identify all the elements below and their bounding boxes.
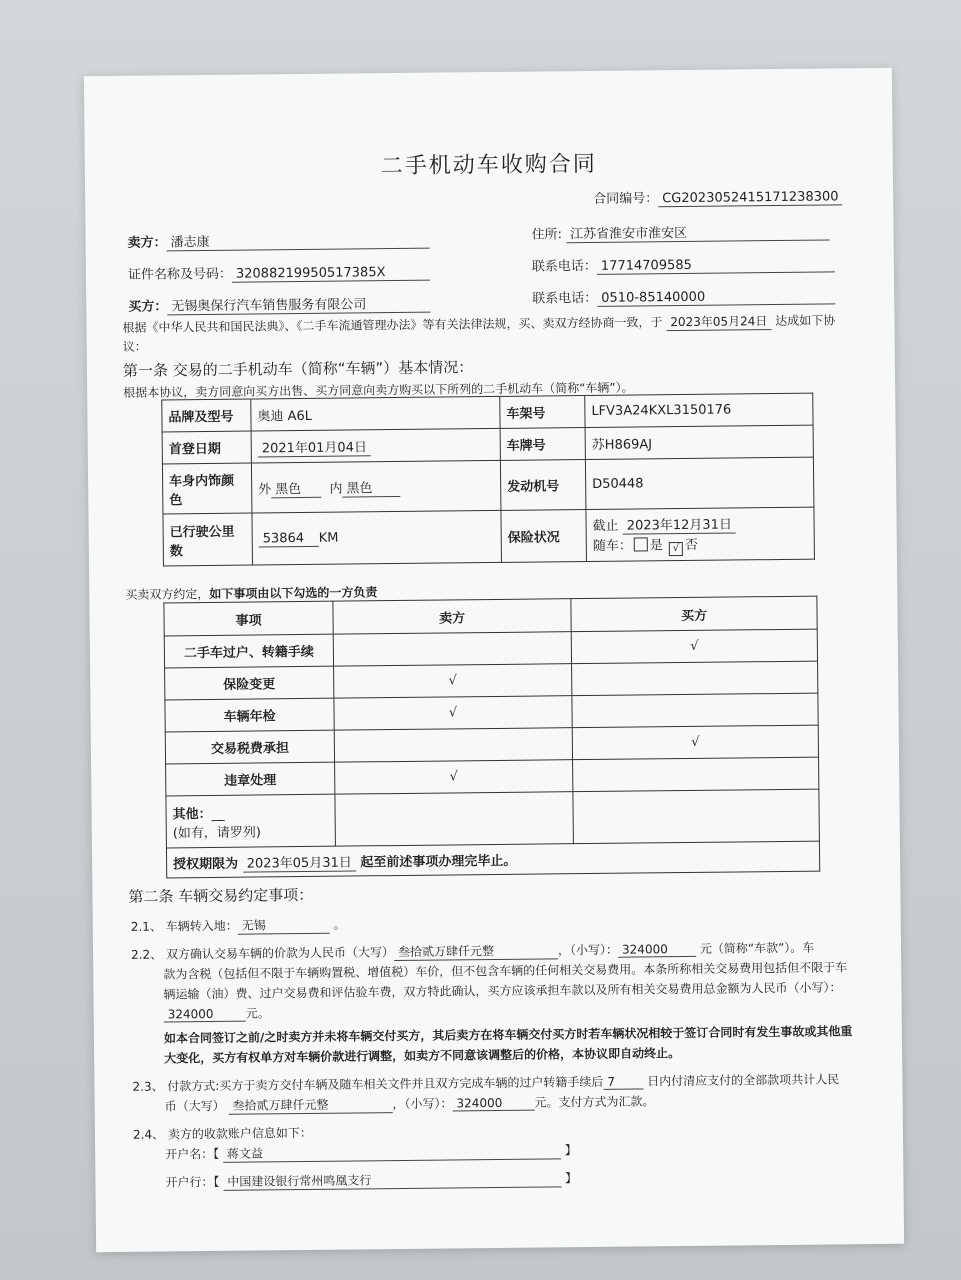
table-row: 违章处理 √ bbox=[166, 757, 819, 796]
mileage-value: 53864 KM bbox=[252, 510, 502, 565]
reg-date-value: 2021年01月04日 bbox=[251, 428, 500, 463]
duties-table bbox=[163, 596, 820, 879]
buyer-row: 买方： 无锡奥保行汽车销售服务有限公司 bbox=[128, 293, 430, 316]
table-row: 保险变更 √ bbox=[165, 661, 818, 700]
contract-paper bbox=[84, 68, 904, 1252]
clause-2-3-line-2: 币（大写） 叁拾贰万肆仟元整 ，（小写）： 324000 元。支付方式为汇款。 bbox=[164, 1094, 655, 1114]
contract-number: 合同编号： CG20230524151712383​00 bbox=[593, 185, 843, 208]
color-value: 外 黑色 内 黑色 bbox=[251, 460, 501, 513]
duties-header-item: 事项 bbox=[164, 601, 333, 636]
seller-phone-row: 联系电话： 17714709585 bbox=[532, 252, 835, 275]
section-2-title: 第二条 车辆交易约定事项： bbox=[128, 885, 314, 906]
insurance-no-checkbox: √ bbox=[669, 542, 683, 556]
section-1-desc: 根据本协议，卖方同意向买方出售、买方同意向卖方购买以下所列的二手机动车（简称“车辆”）。 bbox=[123, 380, 634, 400]
brand-label: 品牌及型号 bbox=[162, 399, 251, 432]
duties-header-seller: 卖方 bbox=[333, 599, 571, 634]
seller-address-row: 住所: 江苏省淮安市淮安区 bbox=[531, 220, 829, 243]
clause-2-4: 2.4、 卖方的收款账户信息如下： bbox=[132, 1125, 312, 1142]
clause-2-2-line-1: 2.2、 双方确认交易车辆的价款为人民币（大写） 叁拾贰万肆仟元整 ，（小写）： 324000 元（简称“车款”）。车 bbox=[130, 940, 815, 962]
other-cell: 其他：__ (如有，请罗列) bbox=[166, 794, 336, 848]
authorization-row: 授权期限为 2023年05月31日 起至前述事项办理完毕止。 bbox=[166, 841, 819, 878]
vehicle-info-table bbox=[161, 393, 815, 567]
seller-id-row: 证件名称及号码： 320882199505173​85X bbox=[128, 261, 430, 284]
buyer-phone-row: 联系电话： 0510-85140000 bbox=[532, 284, 835, 307]
plate-label: 车牌号 bbox=[500, 428, 585, 461]
insurance-yes-checkbox bbox=[634, 537, 648, 551]
brand-value: 奥迪 A6L bbox=[251, 396, 500, 431]
plate-value: 苏H869AJ bbox=[585, 425, 813, 459]
duties-intro: 买卖双方约定，如下事项由以下勾选的一方负责 bbox=[125, 585, 378, 602]
table-row: 车辆年检 √ bbox=[165, 693, 818, 732]
insurance-label: 保险状况 bbox=[501, 510, 587, 563]
section-1-title: 第一条 交易的二手机动车（简称“车辆”）基本情况： bbox=[122, 358, 474, 380]
document-title: 二手机动车收购合同 bbox=[380, 151, 597, 180]
vin-label: 车架号 bbox=[500, 396, 585, 429]
seller-row: 卖方： 潘志康 bbox=[127, 229, 429, 252]
duties-header-buyer: 买方 bbox=[571, 596, 817, 632]
insurance-value: 截止 2023年12月31日 随车： 是 √ 否 bbox=[586, 507, 815, 561]
bold-clause-line-2: 大变化，买方有权单方对车辆价款进行调整，如卖方不同意该调整后的价格，本协议即自动终止。 bbox=[164, 1046, 681, 1066]
clause-2-1: 2.1、 车辆转入地： 无锡 。 bbox=[130, 917, 346, 934]
clause-2-2-line-2: 款为含税（包括但不限于车辆购置税、增值税）车价，但不包含车辆的任何相关交易费用。本条所称相关交易费用包括但不限于车 bbox=[163, 960, 848, 982]
mileage-label: 已行驶公里 数 bbox=[163, 513, 253, 566]
table-row: 二手车过户、转籍手续 √ bbox=[164, 629, 817, 668]
duties-other-row bbox=[166, 789, 820, 848]
engine-value: D50448 bbox=[585, 457, 814, 509]
clause-2-2-line-4: 324000 元。 bbox=[164, 1004, 270, 1022]
intro-line-2: 议： bbox=[122, 339, 147, 354]
vin-value: LFV3A24KXL3150176 bbox=[585, 393, 813, 427]
table-row: 交易税费承担 √ bbox=[165, 725, 818, 764]
color-label: 车身内饰颜 色 bbox=[162, 463, 252, 514]
clause-2-2-line-3: 辆运输（油）费、过户交易费和评估验车费，双方特此确认，买方应该承担车款以及所有相关交易费用总金额为人民币（小写）： bbox=[163, 980, 842, 1002]
bold-clause-line-1: 如本合同签订之前/之时卖方并未将车辆交付买方，其后卖方在将车辆交付买方时若车辆状况相较于签订合同时有发生事故或其他重 bbox=[163, 1024, 853, 1046]
reg-date-label: 首登日期 bbox=[162, 431, 251, 464]
intro-line-1: 根据《中华人民共和国民法典》、《二手车流通管理办法》等有关法律法规，买、卖双方经协商一致，于 2023年05月24日 达成如下协 bbox=[122, 313, 836, 335]
clause-2-3-line-1: 2.3、 付款方式:买方于卖方交付车辆及随车相关文件并且双方完成车辆的过户转籍手续后 7 日内付清应支付的全部款项共计人民 bbox=[132, 1072, 840, 1094]
account-name-row: 开户名：【 蒋文益 】 bbox=[165, 1143, 577, 1162]
account-bank-row: 开户行：【 中国建设银行常州鸣凰支行 】 bbox=[165, 1171, 578, 1190]
engine-label: 发动机号 bbox=[500, 460, 586, 511]
